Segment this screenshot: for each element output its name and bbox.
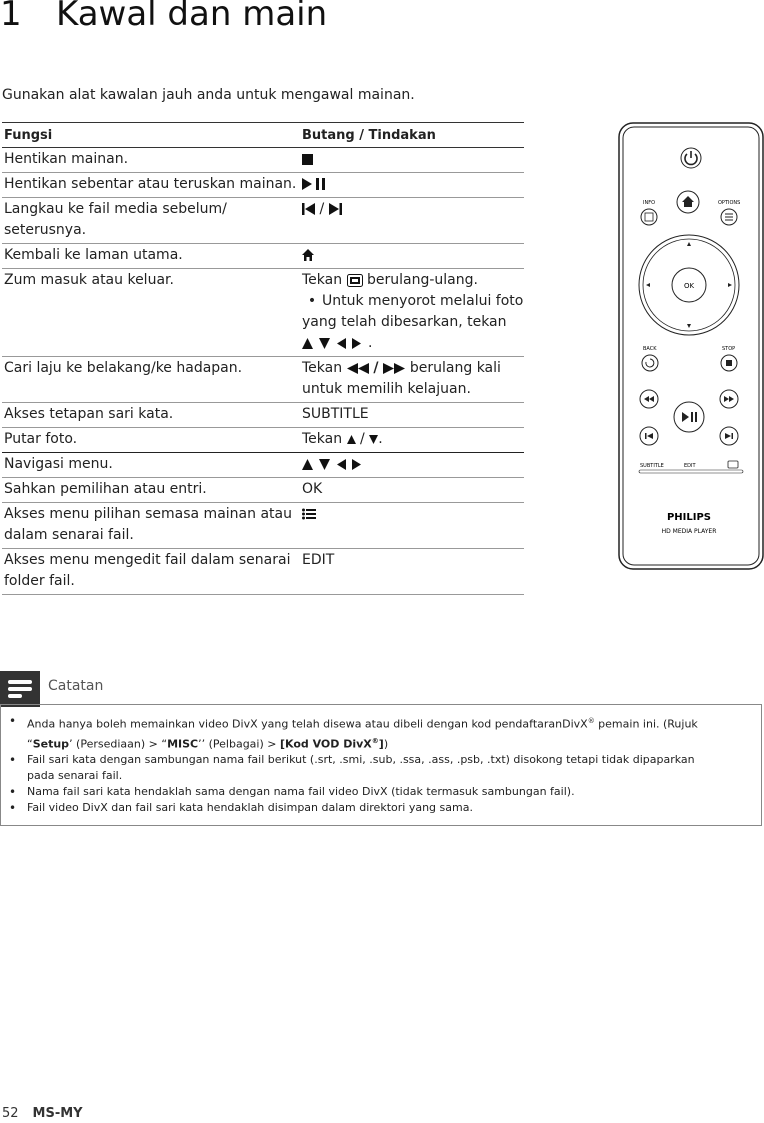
action-cell: SUBTITLE [300,403,524,428]
action-cell: OK [300,478,524,503]
bullet-dot: • [307,293,317,309]
header-action: Butang / Tindakan [300,123,524,148]
action-bullet-text: Untuk menyorot melalui foto yang telah dibesarkan, tekan [302,293,524,330]
action-cell [300,453,524,478]
action-cell [300,198,524,244]
remote-ok-label: OK [683,282,695,290]
action-separator: / [315,201,329,217]
table-row [2,503,524,549]
remote-options-label: OPTIONS [718,200,741,206]
table-row [2,357,524,403]
zoom-icon [347,274,363,287]
action-cell: EDIT [300,549,524,595]
function-cell: Zum masuk atau keluar. [2,269,300,357]
note-kod-end: ] [378,737,384,751]
table-row [2,403,524,428]
options-icon [302,508,316,520]
function-table [2,122,524,595]
note-item: • Fail video DivX dan fail sari kata hendaklah disimpan dalam direktori yang sama. [27,800,717,816]
table-row [2,549,524,595]
action-text: berulang-ulang. [362,272,478,288]
table-row [2,173,524,198]
section-title: Kawal dan main [56,0,328,34]
function-cell: Akses tetapan sari kata. [2,403,300,428]
rewind-icon [347,363,369,374]
action-text: Tekan [302,272,347,288]
action-cell [300,357,524,403]
arrow-keys-icon [302,338,368,349]
header-function: Fungsi [2,123,300,148]
function-cell: Putar foto. [2,428,300,453]
table-row [2,244,524,269]
function-cell: Sahkan pemilihan atau entri. [2,478,300,503]
note-setup: Setup [32,737,70,751]
remote-brand: PHILIPS [666,512,712,523]
note-item: • Fail sari kata dengan sambungan nama fail berikut (.srt, .smi, .sub, .ssa, .ass, .psb, .txt) disokong tetapi tidak dipaparkan pada senarai fail. [27,752,717,784]
note-reg: ® [587,717,595,725]
table-row [2,428,524,453]
function-cell: Langkau ke fail media sebelum/ seterusnya. [2,198,300,244]
note-kod: [Kod VOD DivX [279,737,372,751]
page-footer [2,1106,83,1121]
table-row [2,269,524,357]
remote-subtitle-label: SUBTITLE [640,463,664,469]
intro-text: Gunakan alat kawalan jauh anda untuk mengawal mainan. [2,87,415,103]
remote-control-illustration [618,122,764,570]
function-cell: Navigasi menu. [2,453,300,478]
action-text: . [368,335,373,351]
function-cell: Kembali ke laman utama. [2,244,300,269]
previous-icon [302,203,315,215]
play-pause-icon [302,178,328,190]
section-number: 1 [0,0,22,34]
action-text: berulang kali untuk memilih kelajuan. [302,360,501,397]
function-cell: Akses menu mengedit fail dalam senarai folder fail. [2,549,300,595]
page-title [0,0,327,34]
action-text: Tekan [302,431,347,447]
table-row [2,148,524,173]
action-text: . [378,431,383,447]
note-box [0,704,762,826]
fast-forward-icon [383,363,405,374]
note-text: ) [383,737,389,751]
note-title: Catatan [48,678,104,694]
action-cell [300,244,524,269]
action-cell [300,148,524,173]
note-text: pemain ini. (Rujuk “ [27,717,698,751]
remote-stop-label: STOP [722,346,736,352]
function-cell: Hentikan mainan. [2,148,300,173]
remote-edit-label: EDIT [684,463,696,469]
action-text: Tekan [302,360,347,376]
note-text: Anda hanya boleh memainkan video DivX yang telah disewa atau dibeli dengan kod pendaftaranDivX [27,717,588,731]
remote-back-label: BACK [643,346,657,352]
function-cell: Hentikan sebentar atau teruskan mainan. [2,173,300,198]
action-separator: / [355,431,370,447]
remote-model: HD MEDIA PLAYER [661,528,717,535]
note-icon [0,671,40,707]
up-arrow-icon [347,435,356,444]
action-separator: / [368,360,384,376]
arrow-keys-icon [302,459,368,470]
remote-info-label: INFO [643,200,656,206]
table-row [2,453,524,478]
page-number: 52 [2,1106,19,1121]
note-text: ’’ (Pelbagai) > [198,737,280,751]
function-cell: Akses menu pilihan semasa mainan atau dalam senarai fail. [2,503,300,549]
stop-icon [302,154,313,165]
note-item: • Nama fail sari kata hendaklah sama dengan nama fail video DivX (tidak termasuk sambungan fail). [27,784,717,800]
home-icon [302,249,314,261]
action-cell [300,269,524,357]
note-text: ’ (Persediaan) > “ [69,737,168,751]
action-cell [300,503,524,549]
note-reg: ® [371,736,379,745]
next-icon [329,203,342,215]
down-arrow-icon [369,435,378,444]
function-cell: Cari laju ke belakang/ke hadapan. [2,357,300,403]
table-row [2,478,524,503]
table-row [2,198,524,244]
action-cell [300,428,524,453]
note-misc: MISC [167,737,199,751]
language-code: MS-MY [32,1106,83,1121]
note-item [27,713,717,752]
action-cell [300,173,524,198]
